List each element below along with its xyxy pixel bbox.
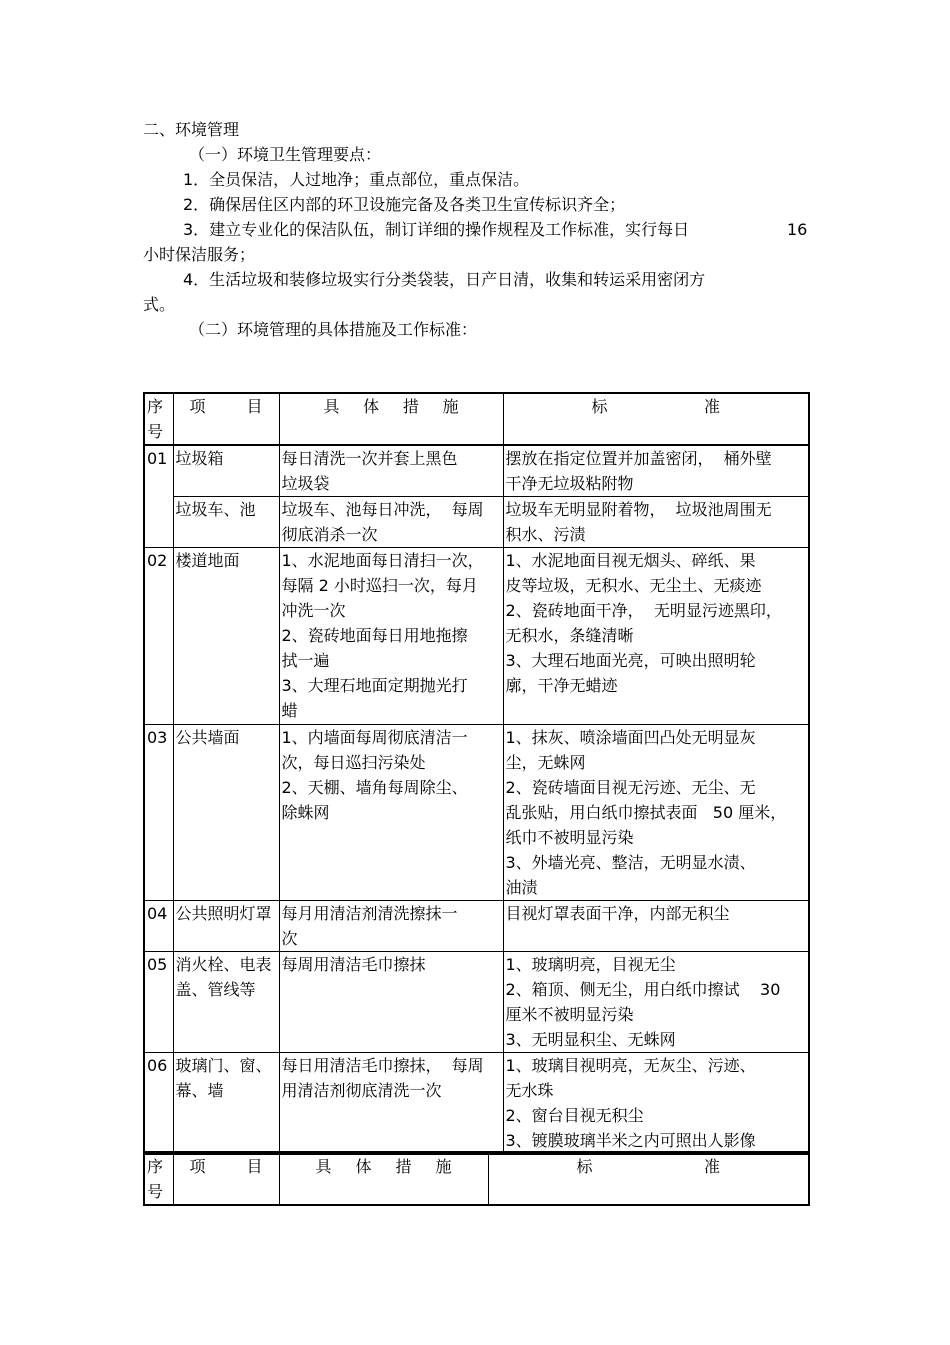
subsection-title-2: （二）环境管理的具体措施及工作标准： bbox=[189, 320, 478, 339]
row-item: 楼道地面 bbox=[173, 548, 279, 725]
row-measure: 每日清洗一次并套上黑色 垃圾袋 bbox=[279, 445, 503, 497]
row-standard: 1、玻璃明亮，目视无尘 2、箱顶、侧无尘，用白纸巾擦试 30 厘米不被明显污染 3、无明显积尘、无蛛网 bbox=[503, 952, 809, 1053]
table-row bbox=[144, 952, 809, 1053]
row-standard: 目视灯罩表面干净，内部无积尘 bbox=[503, 901, 809, 952]
row-standard: 摆放在指定位置并加盖密闭， 桶外壁 干净无垃圾粘附物 bbox=[503, 445, 809, 497]
row-no: 05 bbox=[144, 952, 173, 1053]
row-measure: 1、水泥地面每日清扫一次， 每隔 2 小时巡扫一次，每月 冲洗一次 2、瓷砖地面每日用地拖擦 拭一遍 3、大理石地面定期抛光打 蜡 bbox=[279, 548, 503, 725]
row-standard: 垃圾车无明显附着物， 垃圾池周围无 积水、污渍 bbox=[503, 497, 809, 548]
row-item: 垃圾箱 bbox=[173, 445, 279, 497]
header-standard: 标 准 bbox=[503, 393, 809, 445]
row-item: 公共照明灯罩 bbox=[173, 901, 279, 952]
point-4-continuation: 式。 bbox=[143, 295, 176, 314]
row-standard: 1、玻璃目视明亮，无灰尘、污迹、 无水珠 2、窗台目视无积尘 3、镀膜玻璃半米之内可照出人影像 bbox=[503, 1053, 809, 1155]
table-row bbox=[144, 1053, 809, 1155]
row-item: 垃圾车、池 bbox=[173, 497, 279, 548]
row-measure: 每日用清洁毛巾擦抹， 每周 用清洁剂彻底清洗一次 bbox=[279, 1053, 503, 1155]
row-item: 消火栓、电表盖、管线等 bbox=[173, 952, 279, 1053]
table-row bbox=[144, 901, 809, 952]
row-no: 06 bbox=[144, 1053, 173, 1155]
table-row bbox=[144, 548, 809, 725]
header-standard: 标 准 bbox=[488, 1153, 809, 1206]
row-measure: 每周用清洁毛巾擦抹 bbox=[279, 952, 503, 1053]
table-header-row bbox=[144, 1153, 809, 1206]
point-1: 1．全员保洁，人过地净；重点部位，重点保洁。 bbox=[183, 170, 530, 189]
row-measure: 1、内墙面每周彻底清洁一 次，每日巡扫污染处 2、天棚、墙角每周除尘、 除蛛网 bbox=[279, 725, 503, 901]
row-no: 01 bbox=[144, 445, 173, 548]
row-measure: 垃圾车、池每日冲洗， 每周 彻底消杀一次 bbox=[279, 497, 503, 548]
point-2: 2．确保居住区内部的环卫设施完备及各类卫生宣传标识齐全； bbox=[183, 195, 626, 214]
row-no: 04 bbox=[144, 901, 173, 952]
table-header-row bbox=[144, 393, 809, 445]
point-3-hours: 16 bbox=[787, 220, 808, 239]
row-no: 02 bbox=[144, 548, 173, 725]
row-no: 03 bbox=[144, 725, 173, 901]
subsection-title-1: （一）环境卫生管理要点： bbox=[189, 145, 382, 164]
row-measure: 每月用清洁剂清洗擦抹一 次 bbox=[279, 901, 503, 952]
header-measure: 具 体 措 施 bbox=[279, 393, 503, 445]
header-item: 项 目 bbox=[173, 1153, 279, 1206]
continued-table-header bbox=[143, 1151, 810, 1206]
point-3: 3．建立专业化的保洁队伍，制订详细的操作规程及工作标准，实行每日 bbox=[183, 220, 690, 239]
point-3-continuation: 小时保洁服务； bbox=[143, 245, 256, 264]
row-item: 玻璃门、窗、幕、墙 bbox=[173, 1053, 279, 1155]
row-standard: 1、抹灰、喷涂墙面凹凸处无明显灰 尘，无蛛网 2、瓷砖墙面目视无污迹、无尘、无 乱张贴，用白纸巾擦拭表面 50 厘米， 纸巾不被明显污染 3、外墙光亮、整洁，无明显水渍、 油渍 bbox=[503, 725, 809, 901]
section-heading: 二、环境管理 bbox=[143, 120, 240, 139]
point-4: 4．生活垃圾和装修垃圾实行分类袋装，日产日清，收集和转运采用密闭方 bbox=[183, 270, 706, 289]
header-item: 项 目 bbox=[173, 393, 279, 445]
table-row bbox=[144, 445, 809, 497]
measures-table bbox=[143, 392, 810, 1155]
row-item: 公共墙面 bbox=[173, 725, 279, 901]
header-no: 序 号 bbox=[144, 1153, 173, 1206]
table-row bbox=[144, 725, 809, 901]
row-standard: 1、水泥地面目视无烟头、碎纸、果 皮等垃圾，无积水、无尘土、无痰迹 2、瓷砖地面干净， 无明显污迹黑印， 无积水，条缝清晰 3、大理石地面光亮，可映出照明轮 廓，干净无蜡迹 bbox=[503, 548, 809, 725]
table-row bbox=[144, 497, 809, 548]
header-measure: 具 体 措 施 bbox=[279, 1153, 488, 1206]
header-no: 序 号 bbox=[144, 393, 173, 445]
